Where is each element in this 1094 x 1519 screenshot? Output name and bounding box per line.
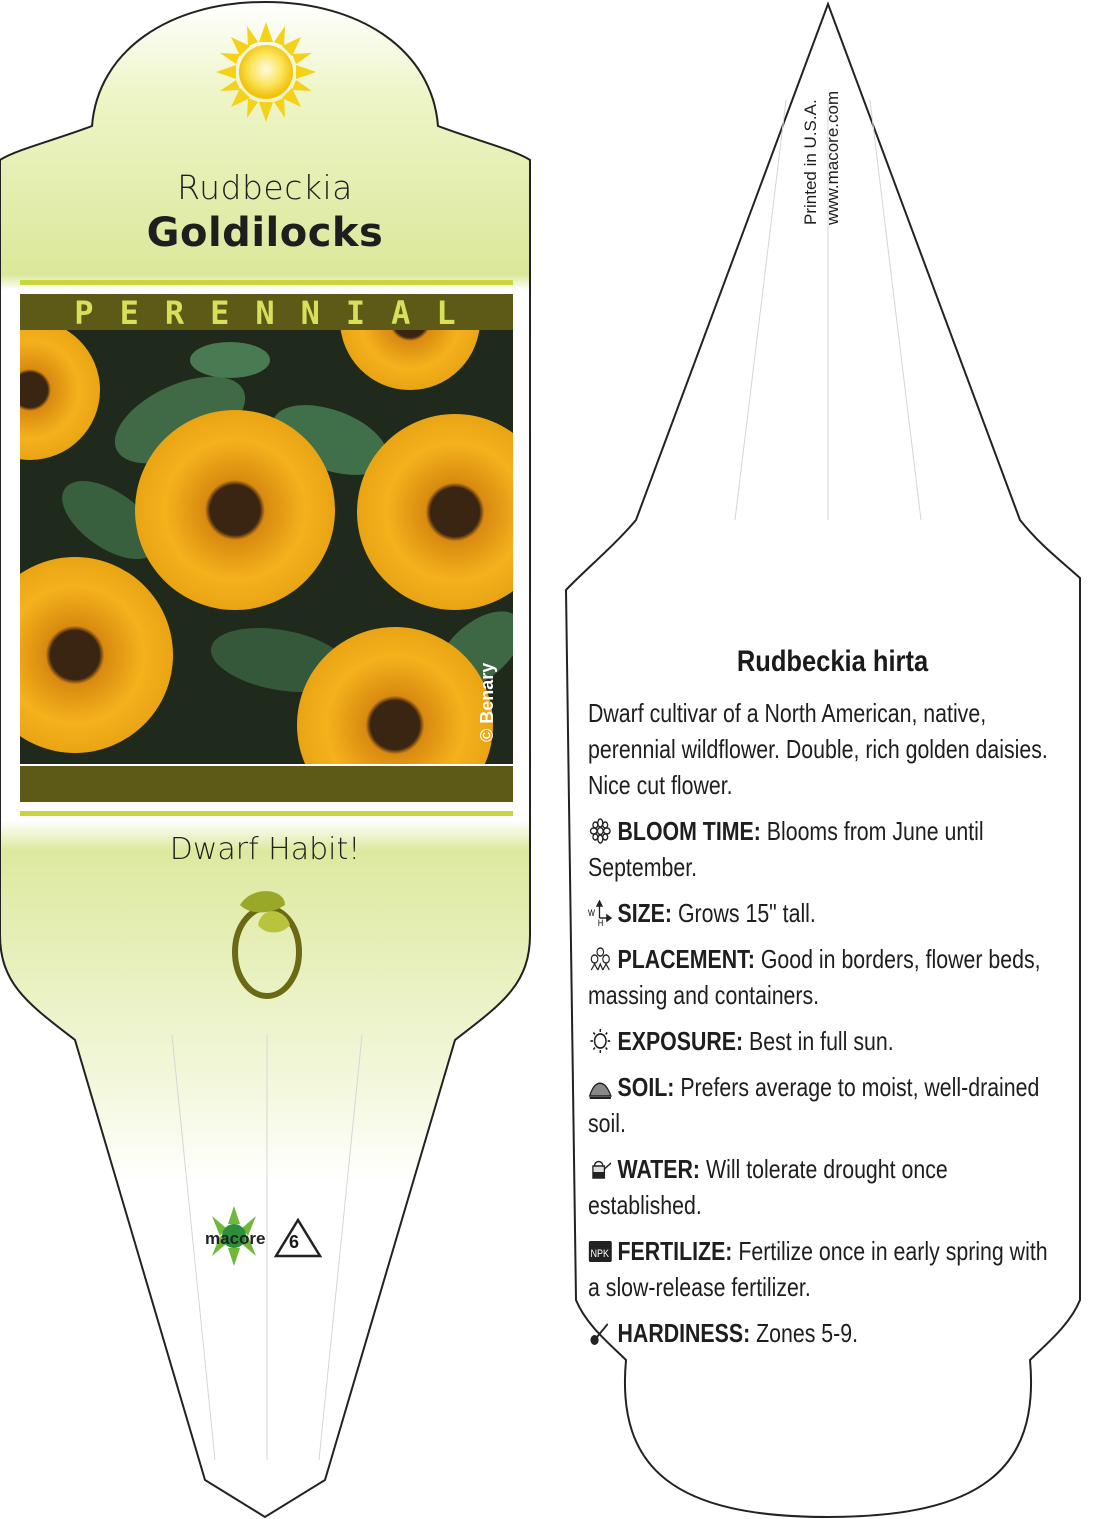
care-item-fertilize	[588, 1233, 1064, 1305]
website: www.macore.com	[823, 90, 842, 225]
fertilize-label: FERTILIZE:	[617, 1236, 733, 1266]
size-label: SIZE:	[617, 898, 673, 928]
bloom-time-label: BLOOM TIME:	[617, 816, 761, 846]
soil-text: Prefers average to moist, well-drained soil.	[588, 1072, 1040, 1138]
care-item-bloom-time	[588, 813, 1064, 885]
size-text: Grows 15" tall.	[677, 898, 816, 928]
hardiness-text: Zones 5-9.	[756, 1318, 859, 1348]
genus-name: Rudbeckia	[177, 168, 353, 207]
description: Dwarf cultivar of a North American, native, perennial wildflower. Double, rich golden daisies. Nice cut flower.	[588, 698, 1048, 800]
care-item-placement	[588, 941, 1064, 1013]
brand-name: macore	[205, 1229, 266, 1248]
water-text: Will tolerate drought once established.	[588, 1154, 948, 1220]
care-item-water	[588, 1151, 1064, 1223]
soil-icon	[588, 1074, 613, 1100]
thermometer-icon	[588, 1320, 613, 1346]
care-item-hardiness	[588, 1315, 1064, 1351]
care-item-exposure	[588, 1023, 1064, 1059]
soil-label: SOIL:	[617, 1072, 675, 1102]
photo-credit: © Benary	[477, 662, 497, 742]
bloom-time-text: Blooms from June until September.	[588, 816, 984, 882]
placement-icon	[588, 946, 613, 972]
flower-icon	[588, 818, 613, 844]
recycle-code: 6	[289, 1232, 300, 1252]
water-label: WATER:	[617, 1154, 701, 1184]
svg-text:H: H	[597, 918, 604, 926]
svg-text:W: W	[588, 908, 595, 919]
sun-icon	[216, 22, 316, 122]
hardiness-label: HARDINESS:	[617, 1318, 751, 1348]
flower-photo	[0, 250, 553, 823]
size-icon	[588, 900, 613, 926]
plant-type-label: PERENNIAL	[74, 294, 482, 332]
exposure-label: EXPOSURE:	[617, 1026, 744, 1056]
svg-text:NPK: NPK	[590, 1248, 609, 1261]
care-item-size	[588, 895, 1064, 931]
care-item-soil	[588, 1069, 1064, 1141]
printed-in: Printed in U.S.A.	[801, 99, 820, 225]
habit-tagline: Dwarf Habit!	[169, 832, 361, 867]
placement-label: PLACEMENT:	[617, 944, 755, 974]
watering-can-icon	[588, 1156, 613, 1182]
care-info	[588, 695, 1064, 1361]
placement-text: Good in borders, flower beds, massing and containers.	[588, 944, 1041, 1010]
fertilize-text: Fertilize once in early spring with a slow-release fertilizer.	[588, 1236, 1048, 1302]
cultivar-name: Goldilocks	[146, 210, 384, 256]
scientific-name: Rudbeckia hirta	[736, 645, 929, 678]
sun-icon	[588, 1028, 613, 1054]
npk-icon	[588, 1238, 613, 1264]
exposure-text: Best in full sun.	[749, 1026, 894, 1056]
printed-info	[800, 91, 844, 225]
